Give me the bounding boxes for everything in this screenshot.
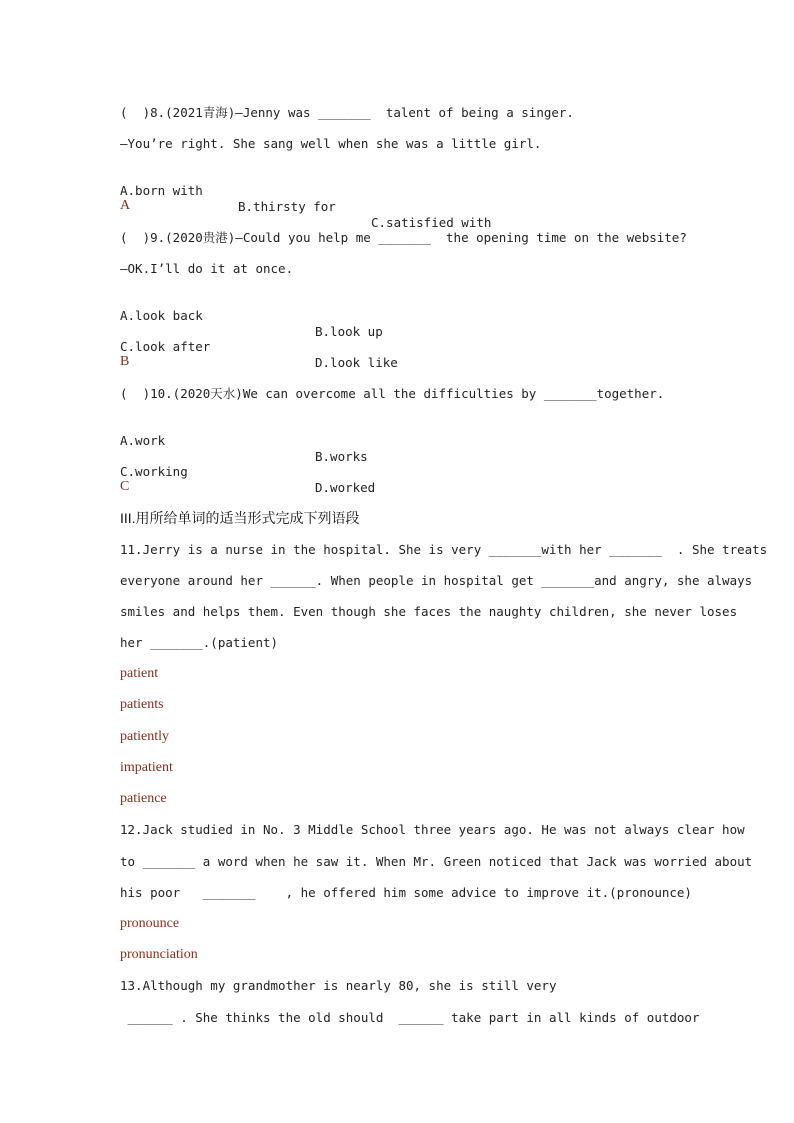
q9-option-a: A.look back	[120, 308, 203, 323]
section-title: III.用所给单词的适当形式完成下列语段	[120, 510, 360, 526]
q8-option-b: B.thirsty for	[238, 199, 336, 214]
q8-option-c: C.satisfied with	[371, 215, 492, 230]
q8-reply: —You’re right. She sang well when she was a little girl.	[120, 136, 542, 151]
q12-line-2: to _______ a word when he saw it. When Mr. Green noticed that Jack was worried about	[120, 854, 753, 869]
q11-answer-1: patient	[120, 666, 159, 681]
q11-line-4: her _______.(patient)	[120, 635, 279, 650]
q9-options-row1	[120, 292, 383, 339]
q9-reply: —OK.I’ll do it at once.	[120, 261, 294, 276]
q11-line-1: 11.Jerry is a nurse in the hospital. She is very _______with her _______ . She treats	[120, 542, 768, 557]
q10-option-a: A.work	[120, 433, 166, 448]
q9-stem: ( )9.(2020贵港)—Could you help me _______ the opening time on the website?	[120, 230, 687, 245]
q11-answer-5: patience	[120, 791, 167, 806]
q10-option-c: C.working	[120, 464, 188, 479]
q9-option-d: D.look like	[315, 355, 398, 370]
q13-line-1: 13.Although my grandmother is nearly 80, she is still very	[120, 978, 557, 993]
q10-options-row1	[120, 417, 368, 464]
q8-stem: ( )8.(2021青海)—Jenny was _______ talent of being a singer.	[120, 105, 574, 120]
q13-line-2: ______ . She thinks the old should ______ take part in all kinds of outdoor	[120, 1010, 700, 1025]
q11-answer-4: impatient	[120, 760, 173, 775]
q9-answer: B	[120, 354, 130, 369]
q10-option-d: D.worked	[315, 480, 376, 495]
q8-options	[120, 167, 492, 230]
q10-answer: C	[120, 479, 130, 494]
q8-answer: A	[120, 198, 131, 213]
q11-line-3: smiles and helps them. Even though she faces the naughty children, she never loses	[120, 604, 738, 619]
q12-line-3: his poor _______ , he offered him some advice to improve it.(pronounce)	[120, 885, 692, 900]
q11-line-2: everyone around her ______. When people in hospital get _______and angry, she always	[120, 573, 753, 588]
q11-answer-2: patients	[120, 697, 164, 712]
q10-stem: ( )10.(2020天水)We can overcome all the difficulties by _______together.	[120, 386, 665, 401]
q8-option-a: A.born with	[120, 183, 203, 198]
q9-option-c: C.look after	[120, 339, 211, 354]
q11-answer-3: patiently	[120, 729, 169, 744]
q12-answer-1: pronounce	[120, 916, 180, 931]
q10-option-b: B.works	[315, 449, 368, 464]
q12-answer-2: pronunciation	[120, 947, 198, 962]
q12-line-1: 12.Jack studied in No. 3 Middle School three years ago. He was not always clear how	[120, 822, 745, 837]
q9-option-b: B.look up	[315, 324, 383, 339]
